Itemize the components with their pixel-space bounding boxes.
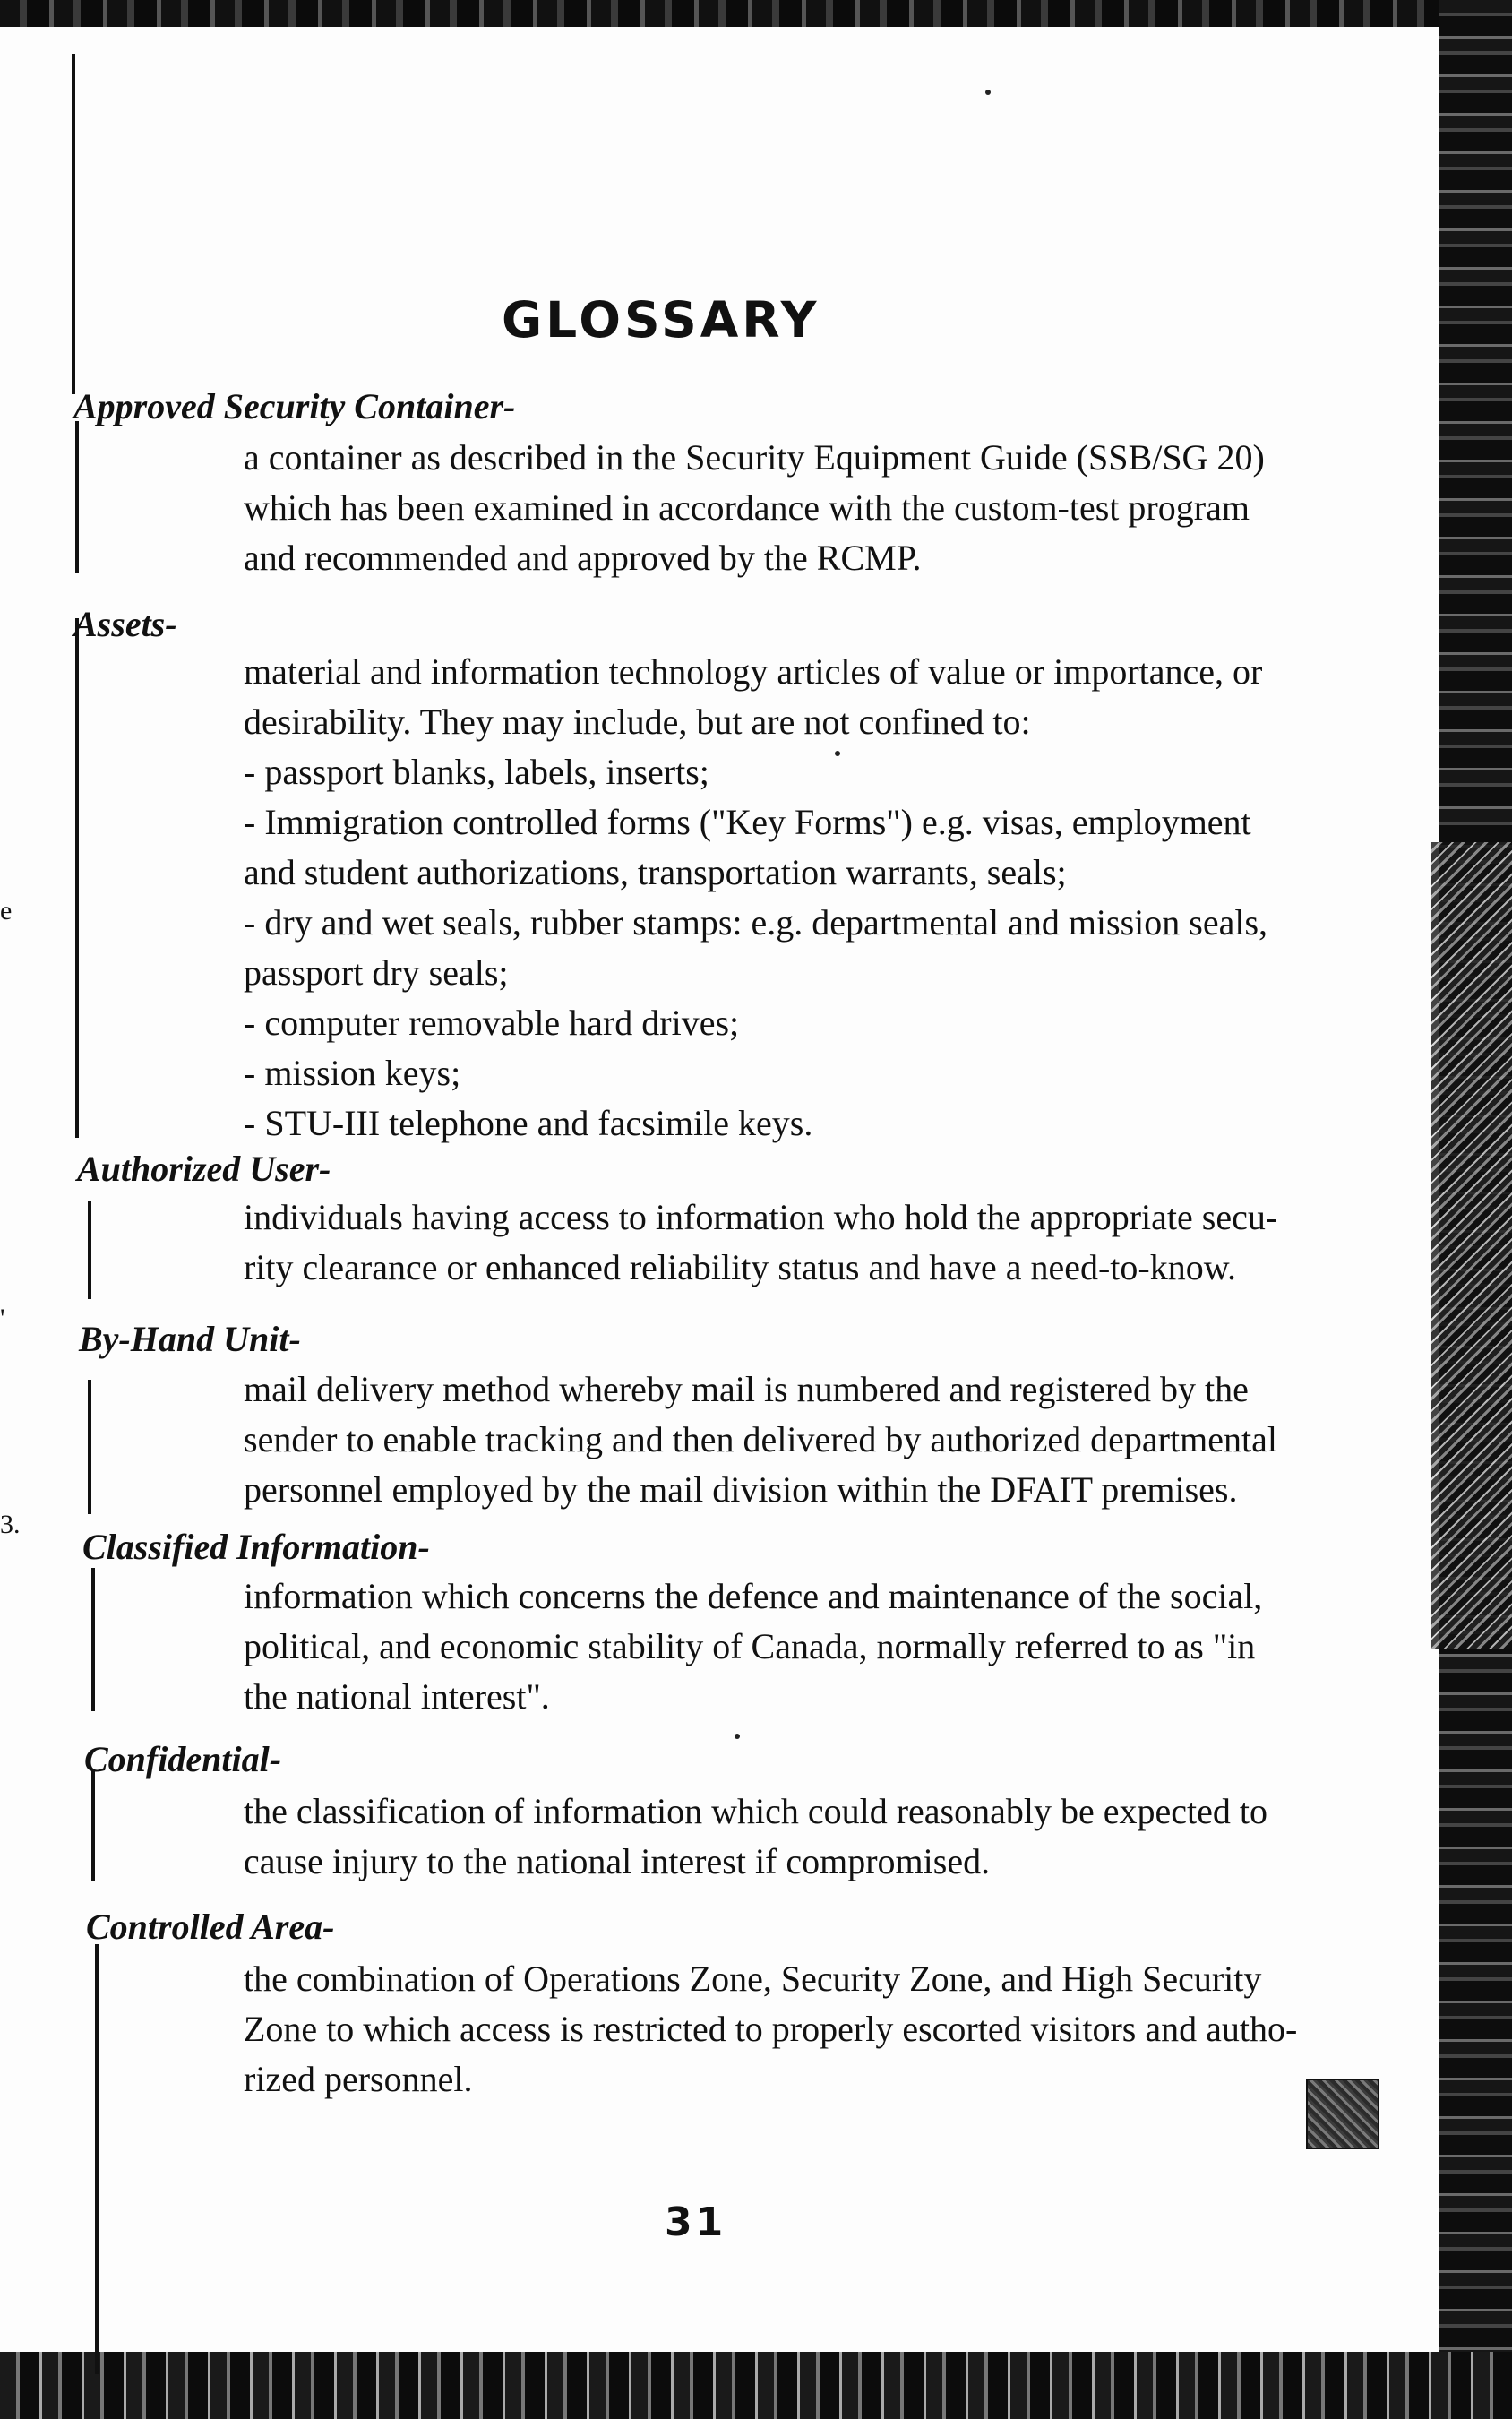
glossary-term: By-Hand Unit- [79, 1319, 301, 1359]
definition-line: rized personnel. [244, 2059, 473, 2099]
scan-speck [735, 1734, 740, 1739]
margin-bar [88, 1380, 91, 1514]
glossary-term: Assets- [73, 604, 177, 644]
definition-line: and student authorizations, transportation warrants, seals; [244, 852, 1067, 892]
glossary-term: Authorized User- [77, 1149, 331, 1189]
glossary-definition [244, 433, 1319, 583]
definition-line: - computer removable hard drives; [244, 1003, 740, 1043]
definition-line: and recommended and approved by the RCMP. [244, 538, 922, 578]
definition-line: a container as described in the Security Equipment Guide (SSB/SG 20) [244, 437, 1265, 478]
margin-fragment: 3. [0, 1510, 21, 1539]
glossary-definition [244, 647, 1319, 1149]
glossary-term: Controlled Area- [86, 1907, 335, 1947]
definition-line: which has been examined in accordance with the custom-test program [244, 487, 1250, 528]
glossary-term: Approved Security Container- [73, 386, 516, 426]
scan-speck [985, 90, 991, 95]
glossary-term: Classified Information- [82, 1527, 430, 1567]
definition-line: the combination of Operations Zone, Security Zone, and High Security [244, 1958, 1262, 1999]
scan-border-bottom [0, 2352, 1512, 2419]
margin-bar [91, 1769, 95, 1881]
margin-bar [75, 618, 79, 1138]
page-title: GLOSSARY [502, 291, 820, 349]
page-number: 31 [665, 2199, 727, 2245]
margin-bar [91, 1568, 95, 1711]
definition-line: - Immigration controlled forms ("Key Forms") e.g. visas, employment [244, 802, 1251, 842]
definition-line: the classification of information which could reasonably be expected to [244, 1791, 1267, 1831]
scan-noise-patch [1431, 842, 1512, 1649]
scan-border-top [0, 0, 1512, 27]
margin-bar [88, 1201, 91, 1299]
glossary-definition [244, 1954, 1319, 2105]
definition-line: sender to enable tracking and then delivered by authorized departmental [244, 1419, 1277, 1459]
margin-bar [72, 54, 75, 394]
glossary-definition [244, 1192, 1319, 1293]
glossary-definition [244, 1786, 1319, 1887]
margin-bar [75, 421, 79, 573]
definition-line: - dry and wet seals, rubber stamps: e.g. departmental and mission seals, [244, 902, 1268, 943]
definition-line: personnel employed by the mail division within the DFAIT premises. [244, 1469, 1238, 1510]
margin-fragment: e [0, 896, 13, 925]
definition-line: material and information technology articles of value or importance, or [244, 651, 1263, 692]
definition-line: desirability. They may include, but are not confined to: [244, 702, 1031, 742]
definition-line: individuals having access to information who hold the appropriate secu- [244, 1197, 1278, 1237]
definition-line: cause injury to the national interest if compromised. [244, 1841, 991, 1881]
definition-line: - STU-III telephone and facsimile keys. [244, 1103, 813, 1143]
definition-line: the national interest". [244, 1676, 550, 1717]
definition-line: Zone to which access is restricted to properly escorted visitors and autho- [244, 2009, 1298, 2049]
definition-line: political, and economic stability of Canada, normally referred to as "in [244, 1626, 1256, 1666]
margin-fragment: ' [0, 1304, 5, 1333]
definition-line: passport dry seals; [244, 952, 509, 993]
glossary-definition [244, 1364, 1319, 1515]
definition-line: mail delivery method whereby mail is numbered and registered by the [244, 1369, 1249, 1409]
glossary-definition [244, 1571, 1319, 1722]
glossary-term: Confidential- [84, 1739, 282, 1779]
margin-bar [95, 1944, 99, 2374]
definition-line: - passport blanks, labels, inserts; [244, 752, 709, 792]
definition-line: information which concerns the defence and maintenance of the social, [244, 1576, 1263, 1616]
definition-line: rity clearance or enhanced reliability status and have a need-to-know. [244, 1247, 1237, 1287]
definition-line: - mission keys; [244, 1053, 461, 1093]
